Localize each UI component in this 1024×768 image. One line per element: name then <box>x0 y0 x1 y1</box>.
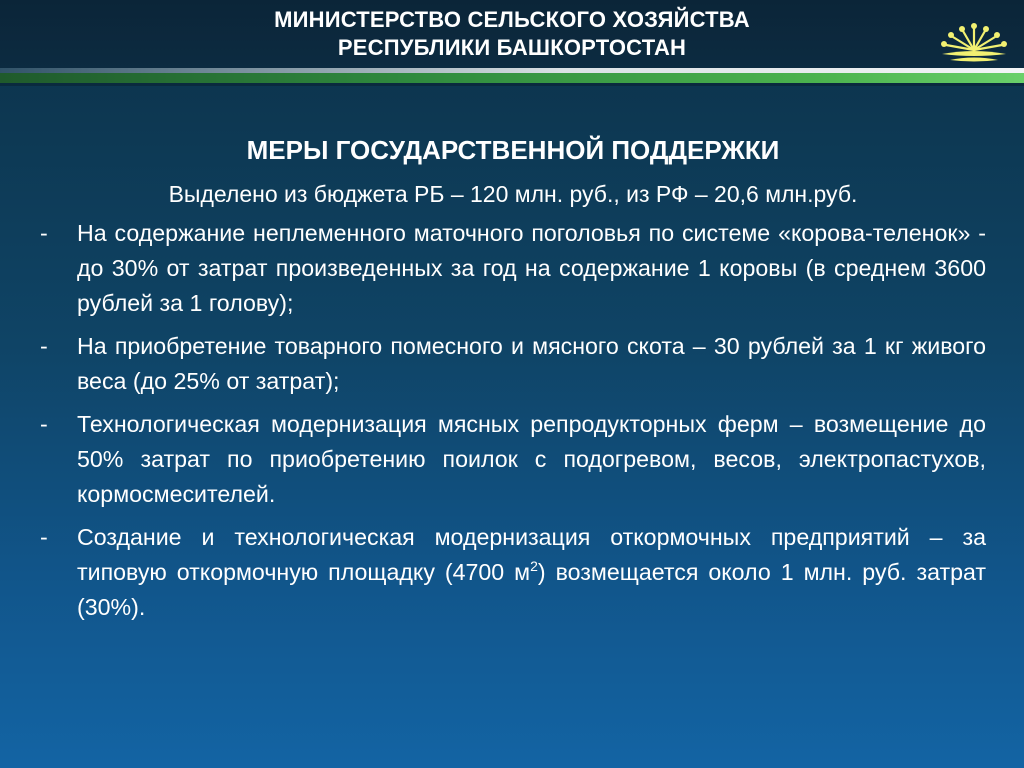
slide-content <box>40 130 986 633</box>
list-item-text-part1: Создание и технологическая модернизация откормочных предприятий – за типовую откормочную площадку (4700 м <box>77 524 986 585</box>
list-item-text <box>77 524 986 620</box>
list-item-text: Технологическая модернизация мясных репродукторных ферм – возмещение до 50% затрат по приобретению поилок с подогревом, весов, электропастухов, кормосмесителей. <box>77 411 986 507</box>
list-item <box>40 520 986 625</box>
ministry-title-line2: РЕСПУБЛИКИ БАШКОРТОСТАН <box>337 35 687 60</box>
budget-line: Выделено из бюджета РБ – 120 млн. руб., из РФ – 20,6 млн.руб. <box>168 181 858 207</box>
header-bar <box>0 0 1024 68</box>
ministry-title-line1: МИНИСТЕРСТВО СЕЛЬСКОГО ХОЗЯЙСТВА <box>274 7 750 32</box>
list-item <box>40 216 986 321</box>
slide-title: МЕРЫ ГОСУДАРСТВЕННОЙ ПОДДЕРЖКИ <box>246 135 780 165</box>
list-item-text: На приобретение товарного помесного и мясного скота – 30 рублей за 1 кг живого веса (до 25% от затрат); <box>77 333 986 394</box>
list-item <box>40 329 986 399</box>
bullet-dash: - <box>40 333 48 359</box>
square-superscript: 2 <box>530 558 538 574</box>
bullet-dash: - <box>40 524 48 550</box>
header-stripe-dark <box>0 83 1024 86</box>
header-stripe-green <box>0 73 1024 83</box>
list-item-text-part2: ) возмещается около 1 млн. руб. затрат (30%). <box>77 559 986 620</box>
kurai-flower-emblem-icon <box>938 20 1010 68</box>
list-item <box>40 407 986 512</box>
support-measures-list <box>40 216 986 625</box>
list-item-text: На содержание неплеменного маточного поголовья по системе «корова-теленок» - до 30% от затрат произведенных за год на содержание 1 коровы (в среднем 3600 рублей за 1 голову); <box>77 220 986 316</box>
bullet-dash: - <box>40 220 48 246</box>
ministry-title <box>0 6 1024 62</box>
bullet-dash: - <box>40 411 48 437</box>
